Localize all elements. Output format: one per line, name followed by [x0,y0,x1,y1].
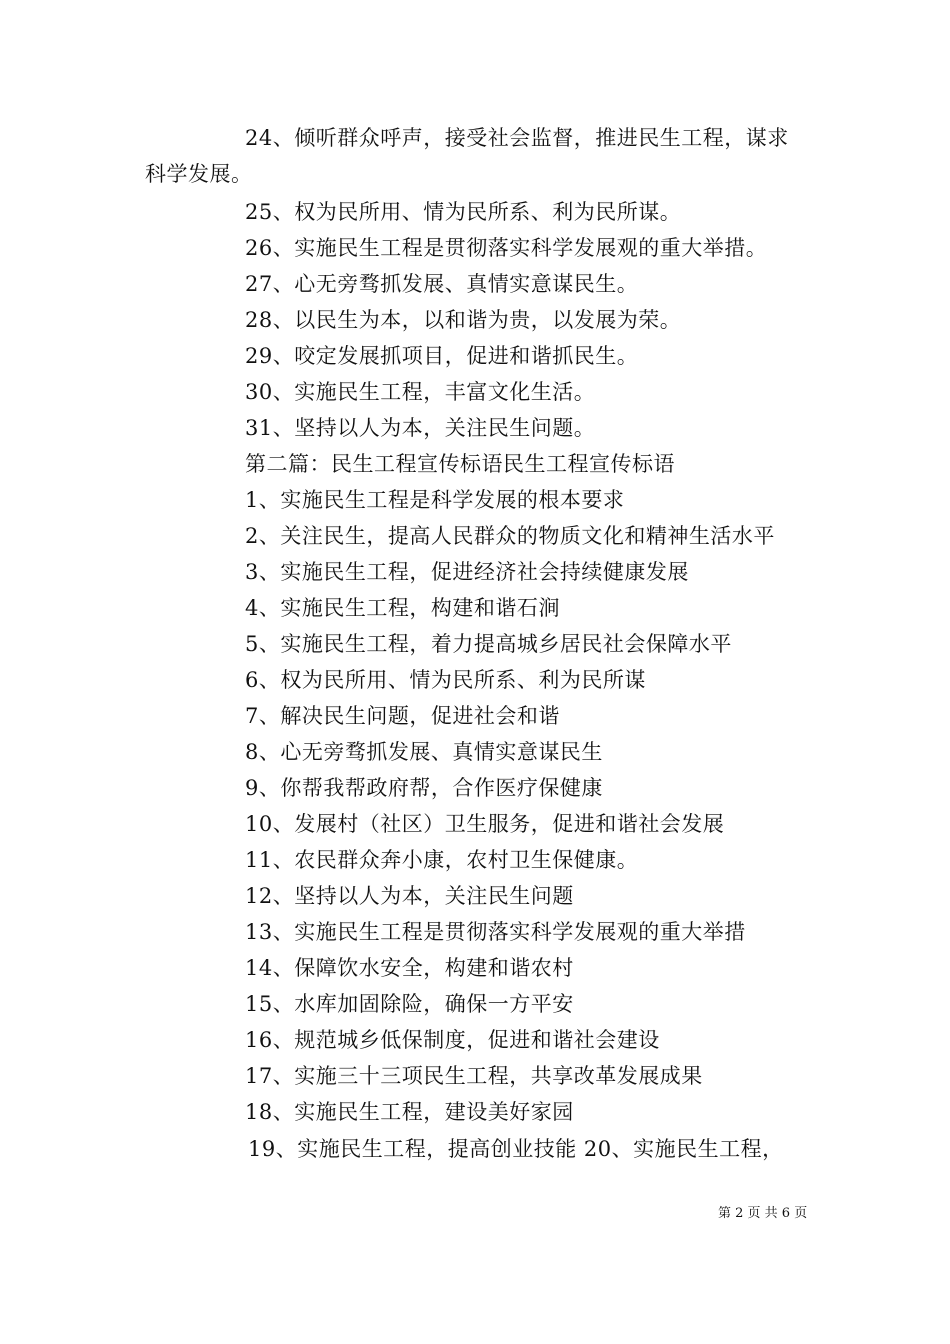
section-heading: 第二篇：民生工程宣传标语民生工程宣传标语 [245,452,675,476]
text-line: 1、实施民生工程是科学发展的根本要求 [245,488,625,512]
text-line: 18、实施民生工程，建设美好家园 [245,1100,574,1124]
text-line: 25、权为民所用、情为民所系、利为民所谋。 [245,200,682,224]
text-line: 7、解决民生问题，促进社会和谐 [245,704,560,728]
text-line: 28、以民生为本，以和谐为贵，以发展为荣。 [245,308,682,332]
text-line: 10、发展村（社区）卫生服务，促进和谐社会发展 [245,812,725,836]
text-line: 9、你帮我帮政府帮，合作医疗保健康 [245,776,603,800]
text-line: 27、心无旁骛抓发展、真情实意谋民生。 [245,272,639,296]
text-line: 15、水库加固除险，确保一方平安 [245,992,574,1016]
text-line: 11、农民群众奔小康，农村卫生保健康。 [245,848,639,872]
text-line: 3、实施民生工程，促进经济社会持续健康发展 [245,560,689,584]
page-number: 第 2 页 共 6 页 [718,1206,808,1221]
text-line: 13、实施民生工程是贯彻落实科学发展观的重大举措 [245,920,746,944]
text-line: 14、保障饮水安全，构建和谐农村 [245,956,574,980]
text-line: 24、倾听群众呼声，接受社会监督，推进民生工程，谋求 [245,126,789,150]
text-line: 17、实施三十三项民生工程，共享改革发展成果 [245,1064,703,1088]
text-line: 5、实施民生工程，着力提高城乡居民社会保障水平 [245,632,732,656]
text-line: 6、权为民所用、情为民所系、利为民所谋 [245,668,646,692]
text-line: 16、规范城乡低保制度，促进和谐社会建设 [245,1028,660,1052]
text-line: 4、实施民生工程，构建和谐石涧 [245,596,560,620]
text-line: 12、坚持以人为本，关注民生问题 [245,884,574,908]
text-line: 31、坚持以人为本，关注民生问题。 [245,416,596,440]
text-line: 26、实施民生工程是贯彻落实科学发展观的重大举措。 [245,236,768,260]
text-line: 8、心无旁骛抓发展、真情实意谋民生 [245,740,603,764]
text-line: 科学发展。 [145,162,253,186]
text-line: 19、实施民生工程，提高创业技能 20、实施民生工程， [248,1137,784,1161]
text-line: 29、咬定发展抓项目，促进和谐抓民生。 [245,344,639,368]
text-line: 2、关注民生，提高人民群众的物质文化和精神生活水平 [245,524,775,548]
text-line: 30、实施民生工程，丰富文化生活。 [245,380,596,404]
